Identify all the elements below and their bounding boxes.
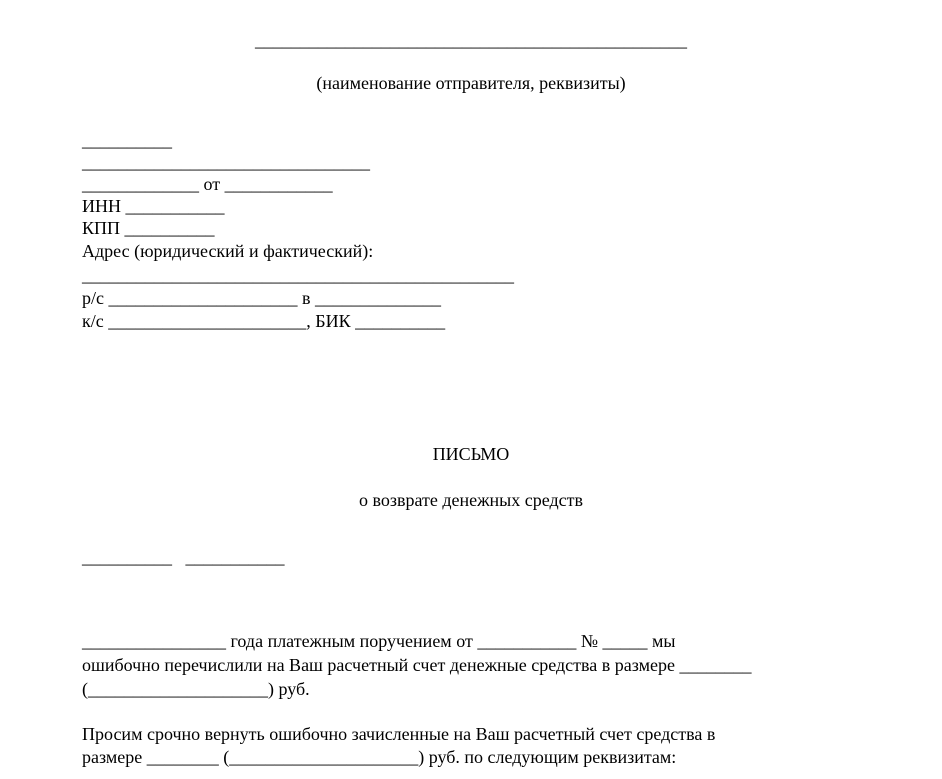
body-paragraph-2-line-1: Просим срочно вернуть ошибочно зачисленные на Ваш расчетный счет средства в: [82, 724, 716, 744]
letter-title: ПИСЬМО: [432, 444, 510, 464]
addressee-settlement-account: р/с _____________________ в ______________: [82, 288, 441, 308]
sender-caption: (наименование отправителя, реквизиты): [316, 73, 626, 93]
body-paragraph-1-line-2: ошибочно перечислили на Ваш расчетный счет денежные средства в размере ________: [82, 655, 752, 675]
addressee-blank-2: ________________________________: [82, 152, 370, 172]
letter-date-number-blanks: __________ ___________: [82, 547, 285, 567]
addressee-correspondent-account: к/с ______________________, БИК __________: [82, 311, 446, 331]
addressee-address-label: Адрес (юридический и фактический):: [82, 241, 374, 261]
body-paragraph-1-line-3: (____________________) руб.: [82, 679, 310, 699]
addressee-inn: ИНН ___________: [82, 196, 225, 216]
body-paragraph-2-line-2: размере ________ (_____________________) руб. по следующим реквизитам:: [82, 747, 677, 767]
sender-name-blank: ________________________________________________: [255, 30, 687, 50]
addressee-address-blank: ________________________________________________: [82, 265, 514, 285]
addressee-registration-line: _____________ от ____________: [82, 174, 333, 194]
letter-subtitle: о возврате денежных средств: [358, 490, 584, 510]
addressee-blank-1: __________: [82, 130, 172, 150]
addressee-kpp: КПП __________: [82, 218, 215, 238]
body-paragraph-1-line-1: ________________ года платежным поручением от ___________ № _____ мы: [82, 631, 676, 651]
